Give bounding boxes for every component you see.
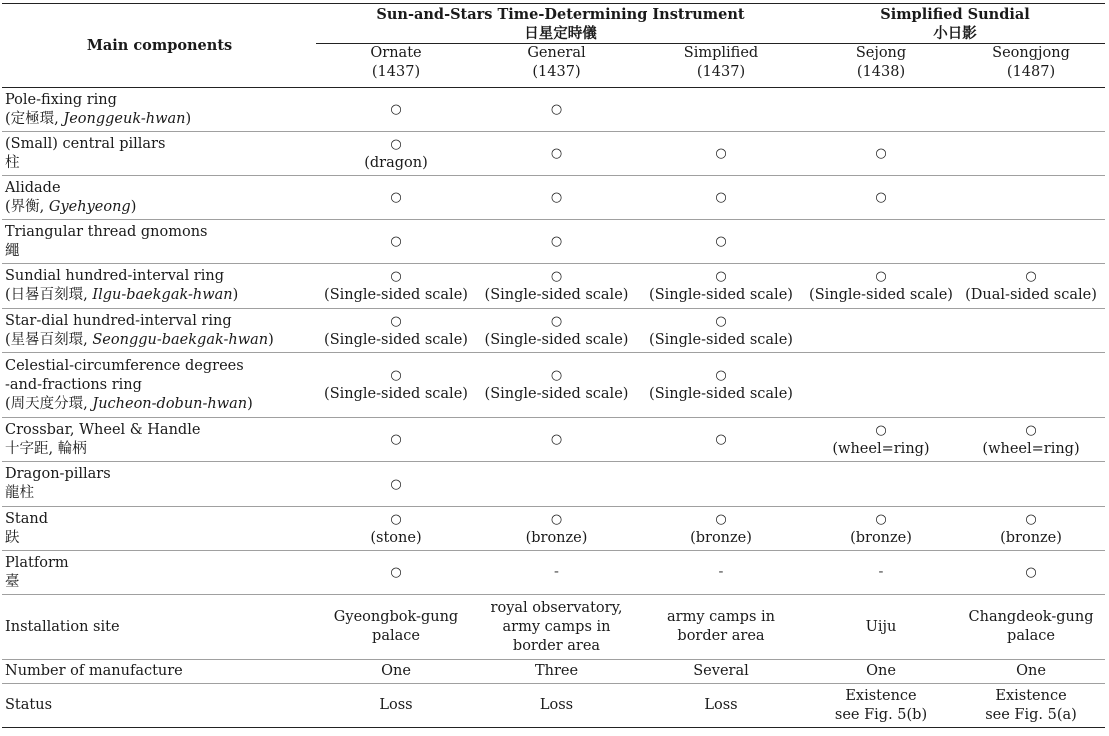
- table-cell: [316, 220, 476, 264]
- presence-mark: ○: [550, 102, 563, 117]
- group1-title-en: Sun-and-Stars Time-Determining Instrument: [376, 5, 745, 23]
- table-row: [2, 132, 1105, 176]
- row-label-en: Dragon-pillars: [5, 466, 111, 482]
- cell-text: Loss: [379, 697, 413, 713]
- table-cell: [476, 220, 637, 264]
- group2-title-en: Simplified Sundial: [880, 5, 1030, 23]
- row-label-zh: 臺: [5, 573, 20, 590]
- row-label: [2, 132, 316, 176]
- column-heading: Seongjong (1487): [992, 45, 1070, 80]
- row-label-zh: (定極環,: [5, 110, 64, 127]
- presence-mark: ○: [715, 313, 727, 329]
- table-cell: [957, 220, 1105, 264]
- cell-note: (bronze): [1000, 529, 1062, 546]
- presence-mark: ○: [875, 146, 887, 161]
- row-label: [2, 462, 316, 507]
- cell-note: (Single-sided scale): [324, 386, 468, 402]
- presence-mark: ○: [1025, 422, 1037, 438]
- table-cell: [957, 507, 1105, 551]
- table-cell: One: [805, 660, 957, 684]
- column-heading: Ornate (1437): [370, 45, 422, 80]
- row-label: [2, 220, 316, 264]
- row-label: [2, 264, 316, 309]
- table-cell: [476, 132, 637, 176]
- row-label: [2, 88, 316, 132]
- table-cell: [637, 353, 805, 418]
- table-cell: [805, 418, 957, 462]
- presence-mark: ○: [715, 511, 727, 527]
- table-cell: [637, 595, 805, 660]
- row-label-zh: 繩: [5, 242, 20, 259]
- table-row: [2, 264, 1105, 309]
- presence-mark: ○: [550, 190, 563, 205]
- presence-mark: ○: [550, 313, 563, 329]
- row-label-romanization: Seonggu-baekgak-hwan: [92, 331, 269, 348]
- table-cell: [637, 132, 805, 176]
- table-cell: [805, 132, 957, 176]
- table-cell: [476, 353, 637, 418]
- table-row-manufacture: [2, 660, 1105, 684]
- cell-note: (Single-sided scale): [649, 386, 793, 402]
- row-label-zh: 柱: [5, 154, 20, 171]
- table-cell: [476, 264, 637, 309]
- table-cell: [805, 551, 957, 595]
- table-cell: [805, 507, 957, 551]
- table-cell: [957, 88, 1105, 132]
- table-cell: [637, 309, 805, 353]
- row-label-zh: 十字距, 輪柄: [5, 440, 87, 457]
- presence-mark: ○: [550, 234, 563, 249]
- cell-note: (bronze): [525, 529, 588, 546]
- presence-mark: ○: [390, 136, 402, 152]
- row-label-zh: (界衡,: [5, 198, 49, 215]
- table-cell: [637, 220, 805, 264]
- cell-note: (Single-sided scale): [649, 287, 793, 303]
- table-cell: [476, 176, 637, 220]
- presence-mark: ○: [550, 269, 563, 284]
- presence-mark: ○: [1025, 565, 1037, 580]
- table-cell: [957, 551, 1105, 595]
- table-cell: [476, 88, 637, 132]
- table-row: [2, 507, 1105, 551]
- main-components-heading: Main components: [2, 4, 316, 88]
- cell-text: palace: [1007, 628, 1055, 644]
- row-label-close: ): [268, 331, 274, 348]
- row-label-en: Platform: [5, 554, 69, 571]
- row-label-en: Alidade: [5, 179, 61, 196]
- table-row: [2, 462, 1105, 507]
- presence-mark: ○: [390, 234, 402, 249]
- cell-text: border area: [512, 637, 601, 654]
- column-heading: General (1437): [527, 45, 586, 80]
- row-label: [2, 551, 316, 595]
- cell-text: royal observatory,: [490, 599, 623, 616]
- row-label: [2, 353, 316, 418]
- cell-note: (Dual-sided scale): [965, 287, 1097, 303]
- table-cell: [637, 176, 805, 220]
- cell-note: (Single-sided scale): [484, 386, 629, 402]
- cell-note: (wheel=ring): [832, 440, 930, 457]
- presence-mark: ○: [715, 234, 727, 249]
- table-cell: [476, 507, 637, 551]
- cell-text: army camps in: [667, 609, 775, 625]
- presence-mark: ○: [390, 476, 402, 492]
- presence-mark: ○: [875, 422, 887, 438]
- table-cell: [316, 132, 476, 176]
- table-cell: [957, 176, 1105, 220]
- cell-text: Loss: [539, 697, 574, 713]
- row-label-close: ): [185, 110, 192, 127]
- cell-text: Existence: [845, 687, 917, 704]
- row-label-en: Sundial hundred-interval ring: [5, 268, 225, 284]
- row-label: Status: [2, 684, 316, 728]
- row-label-en: Stand: [5, 510, 49, 527]
- group-heading-sun-stars: [316, 4, 805, 44]
- presence-mark: ○: [715, 146, 727, 161]
- presence-mark: ○: [715, 432, 727, 447]
- header-row-groups: [2, 4, 1105, 44]
- table-cell: [316, 418, 476, 462]
- cell-text: Existence: [995, 687, 1067, 704]
- presence-mark: ○: [390, 368, 402, 383]
- cell-text: see Fig. 5(a): [985, 706, 1077, 723]
- row-label-zh: (日晷百刻環,: [5, 287, 93, 303]
- table-row: [2, 353, 1105, 418]
- cell-note: (dragon): [364, 154, 428, 171]
- table-cell: [805, 88, 957, 132]
- row-label-close: ): [232, 287, 239, 303]
- table-cell: [637, 507, 805, 551]
- table-cell: [316, 462, 476, 507]
- presence-mark: ○: [390, 432, 402, 447]
- table-cell: [805, 462, 957, 507]
- table-cell: [637, 264, 805, 309]
- table-cell: [957, 684, 1105, 728]
- column-heading: Sejong (1438): [855, 45, 907, 80]
- presence-mark: ○: [550, 432, 563, 447]
- table-cell: [805, 684, 957, 728]
- table-cell: [957, 418, 1105, 462]
- table-cell: [316, 353, 476, 418]
- cell-text: Changdeok-gung: [968, 609, 1094, 625]
- row-label-romanization: Jeonggeuk-hwan: [63, 110, 186, 127]
- table-cell: [316, 264, 476, 309]
- table-cell: [805, 595, 957, 660]
- group2-title-zh: 小日影: [933, 24, 977, 42]
- row-label-en: Triangular thread gnomons: [5, 223, 208, 240]
- row-label-zh: 龍柱: [5, 485, 34, 501]
- table-cell: [957, 353, 1105, 418]
- table-cell: [476, 595, 637, 660]
- cell-note: (Single-sided scale): [484, 331, 629, 348]
- cell-text: border area: [677, 628, 765, 644]
- cell-note: (Single-sided scale): [809, 287, 953, 303]
- presence-mark: ○: [390, 511, 402, 527]
- cell-note: (Single-sided scale): [324, 287, 468, 303]
- presence-mark: ○: [550, 146, 563, 161]
- presence-mark: ○: [390, 102, 402, 117]
- table-cell: Several: [637, 660, 805, 684]
- table-cell: [637, 418, 805, 462]
- cell-note: (Single-sided scale): [484, 287, 629, 303]
- table-cell: [805, 176, 957, 220]
- presence-mark: ○: [390, 269, 402, 284]
- row-label-zh: (星晷百刻環,: [5, 331, 93, 348]
- row-label-en: Celestial-circumference degrees: [5, 357, 244, 374]
- presence-mark: ○: [875, 511, 887, 527]
- table-cell: [957, 264, 1105, 309]
- cell-note: (Single-sided scale): [649, 331, 793, 348]
- table-cell: [957, 132, 1105, 176]
- row-label-en-cont: -and-fractions ring: [5, 376, 142, 393]
- cell-text: see Fig. 5(b): [834, 706, 928, 723]
- table-cell: [637, 551, 805, 595]
- row-label-romanization: Gyehyeong: [48, 198, 131, 215]
- table-cell: [957, 462, 1105, 507]
- table-cell: [805, 353, 957, 418]
- table-row: [2, 220, 1105, 264]
- presence-mark: ○: [715, 368, 727, 383]
- table-cell: [476, 418, 637, 462]
- presence-mark: ○: [390, 565, 402, 580]
- row-label-en: Crossbar, Wheel & Handle: [5, 421, 201, 438]
- table-row-status: [2, 684, 1105, 728]
- components-table: [2, 3, 1105, 728]
- absent-mark: -: [554, 564, 559, 580]
- presence-mark: ○: [390, 313, 402, 329]
- cell-text: Loss: [704, 697, 738, 713]
- presence-mark: ○: [875, 269, 887, 284]
- row-label: [2, 176, 316, 220]
- table-cell: [316, 88, 476, 132]
- row-label-romanization: Ilgu-baekgak-hwan: [92, 287, 233, 303]
- table-cell: [637, 462, 805, 507]
- row-label: [2, 418, 316, 462]
- table-cell: [316, 176, 476, 220]
- table-cell: [805, 220, 957, 264]
- table-cell: [316, 595, 476, 660]
- cell-note: (Single-sided scale): [324, 331, 468, 348]
- table-cell: [476, 462, 637, 507]
- presence-mark: ○: [1025, 269, 1037, 284]
- table-cell: [316, 551, 476, 595]
- table-cell: [805, 309, 957, 353]
- cell-note: (bronze): [850, 529, 912, 546]
- row-label-zh: 趺: [5, 529, 20, 546]
- row-label: [2, 309, 316, 353]
- table-cell: [957, 595, 1105, 660]
- cell-text: palace: [372, 628, 420, 644]
- table-cell: [476, 684, 637, 728]
- row-label-romanization: Jucheon-dobun-hwan: [92, 395, 248, 412]
- cell-note: (bronze): [690, 529, 752, 546]
- table-cell: [476, 309, 637, 353]
- row-label-zh: (周天度分環,: [5, 395, 93, 412]
- table-cell: [637, 684, 805, 728]
- cell-text: Uiju: [865, 618, 897, 635]
- table-cell: [637, 88, 805, 132]
- presence-mark: ○: [1025, 511, 1037, 527]
- row-label-en: Pole-fixing ring: [5, 91, 117, 108]
- presence-mark: ○: [875, 190, 887, 205]
- table-row: [2, 551, 1105, 595]
- column-heading: Simplified (1437): [683, 45, 759, 80]
- cell-text: army camps in: [502, 618, 611, 635]
- presence-mark: ○: [550, 368, 563, 383]
- table-cell: [805, 264, 957, 309]
- row-label: Installation site: [2, 595, 316, 660]
- absent-mark: -: [718, 564, 724, 580]
- row-label: Number of manufacture: [2, 660, 316, 684]
- presence-mark: ○: [715, 269, 727, 284]
- cell-note: (wheel=ring): [982, 440, 1080, 457]
- table-cell: One: [957, 660, 1105, 684]
- table-cell: [316, 684, 476, 728]
- presence-mark: ○: [390, 190, 402, 205]
- table-row: [2, 418, 1105, 462]
- row-label-en: Star-dial hundred-interval ring: [5, 312, 232, 329]
- table-cell: One: [316, 660, 476, 684]
- table-cell: Three: [476, 660, 637, 684]
- group1-title-zh: 日星定時儀: [524, 24, 597, 42]
- group-heading-simplified-sundial: [805, 4, 1105, 44]
- table-cell: [957, 309, 1105, 353]
- row-label-en: (Small) central pillars: [5, 135, 166, 152]
- row-label-close: ): [130, 198, 137, 215]
- presence-mark: ○: [550, 511, 563, 527]
- table-row: [2, 88, 1105, 132]
- row-label-close: ): [247, 395, 253, 412]
- presence-mark: ○: [715, 190, 727, 205]
- table-cell: [316, 507, 476, 551]
- table-row: [2, 176, 1105, 220]
- row-label: [2, 507, 316, 551]
- table-cell: [316, 309, 476, 353]
- table-row-installation-site: [2, 595, 1105, 660]
- table-cell: [476, 551, 637, 595]
- cell-note: (stone): [370, 529, 422, 546]
- cell-text: Gyeongbok-gung: [333, 609, 459, 625]
- absent-mark: -: [878, 564, 884, 580]
- table-row: [2, 309, 1105, 353]
